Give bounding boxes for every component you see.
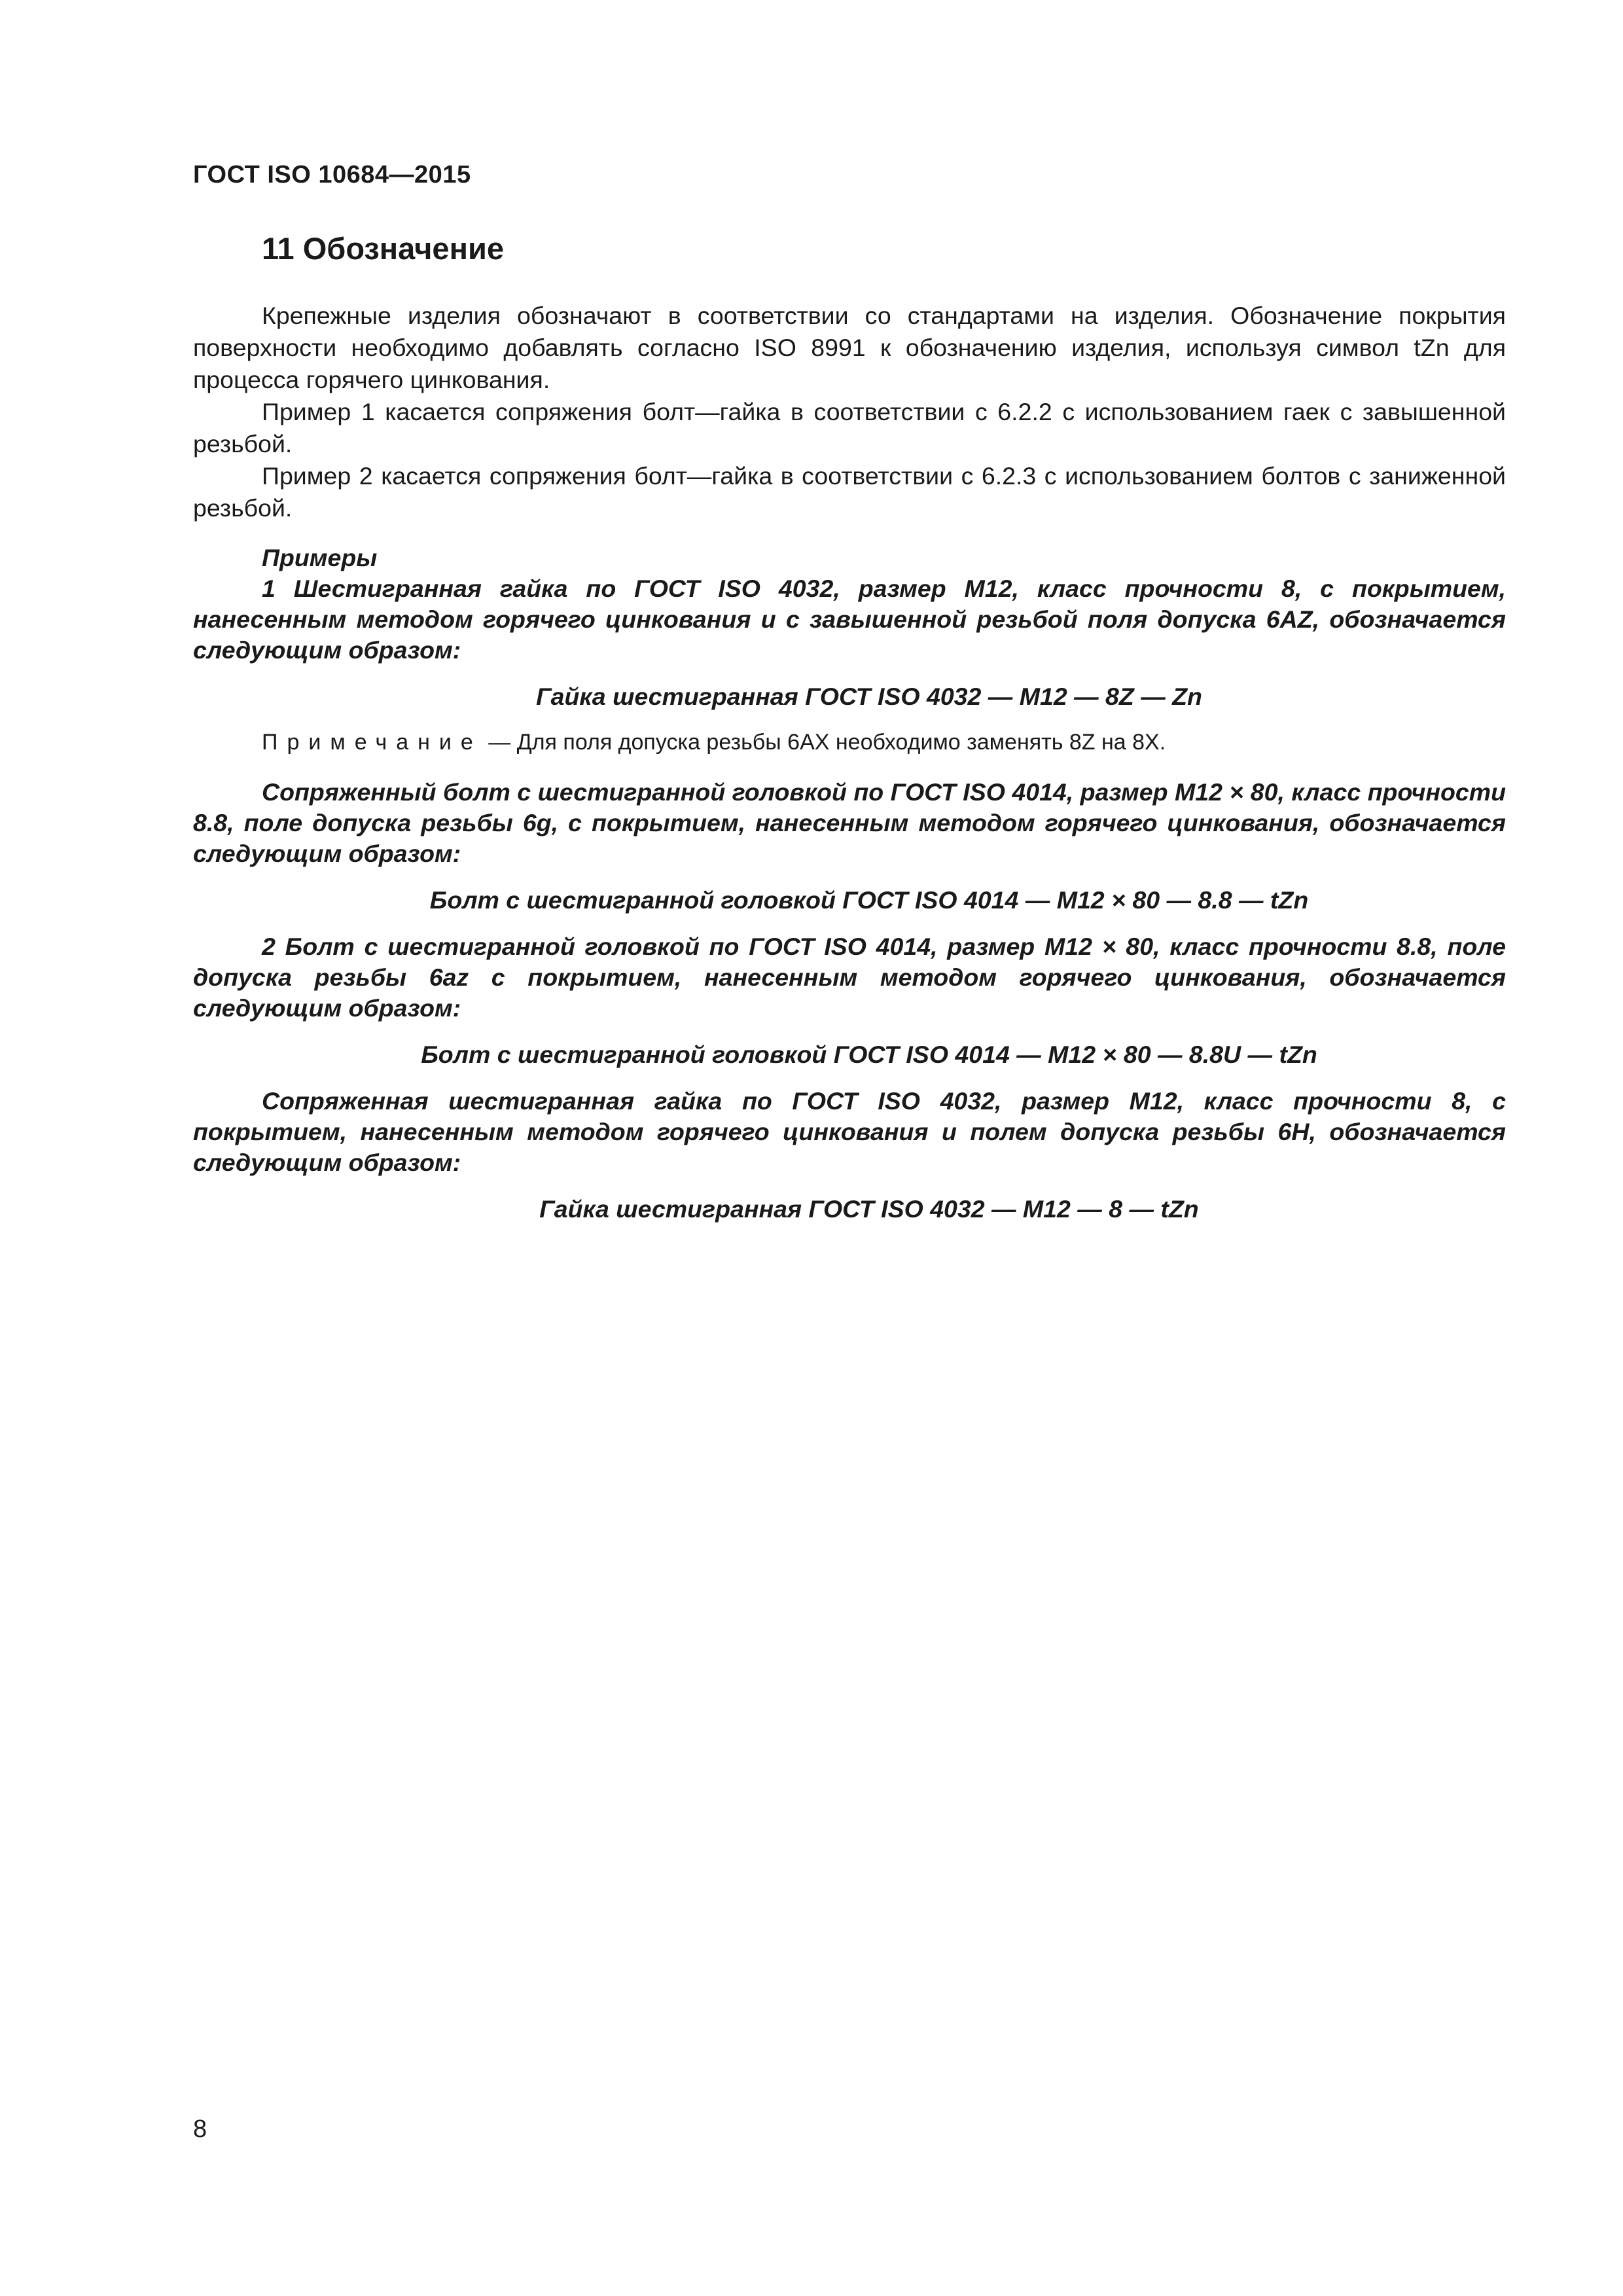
example1-description: Пример 1 касается сопряжения болт—гайка в соответствии с 6.2.2 с использованием гаек с завышенной резьбой. <box>193 398 1506 457</box>
note <box>193 728 1506 757</box>
example2-designation: Болт с шестигранной головкой ГОСТ ISO 4014 — M12 × 80 — 8.8U — tZn <box>421 1041 1317 1068</box>
note-text: — Для поля допуска резьбы 6AX необходимо заменять 8Z на 8X. <box>482 730 1166 755</box>
mating-nut-text: Сопряженная шестигранная гайка по ГОСТ ISO 4032, размер M12, класс прочности 8, с покрытием, нанесенным методом горячего цинкования и полем допуска резьбы 6H, обозначается следующим образом: <box>193 1087 1506 1176</box>
mating-nut-designation: Гайка шестигранная ГОСТ ISO 4032 — M12 — 8 — tZn <box>539 1195 1199 1223</box>
document-body <box>193 300 1506 1240</box>
section-title: 11 Обозначение <box>262 231 504 266</box>
document-header: ГОСТ ISO 10684—2015 <box>193 161 471 188</box>
mating-bolt-designation: Болт с шестигранной головкой ГОСТ ISO 4014 — M12 × 80 — 8.8 — tZn <box>429 886 1309 914</box>
example2-description: Пример 2 касается сопряжения болт—гайка в соответствии с 6.2.3 с использованием болтов с заниженной резьбой. <box>193 462 1506 522</box>
intro-paragraph: Крепежные изделия обозначают в соответствии со стандартами на изделия. Обозначение покрытия поверхности необходимо добавлять согласно ISO 8991 к обозначению изделия, используя символ tZn для процесса горячего цинкования. <box>193 302 1506 393</box>
example1-designation: Гайка шестигранная ГОСТ ISO 4032 — M12 — 8Z — Zn <box>536 683 1202 710</box>
examples-heading: Примеры <box>262 544 378 571</box>
mating-bolt-text: Сопряженный болт с шестигранной головкой по ГОСТ ISO 4014, размер M12 × 80, класс прочности 8.8, поле допуска резьбы 6g, с покрытием, нанесенным методом горячего цинкования, обозначается следующим образом: <box>193 778 1506 867</box>
example1-text: 1 Шестигранная гайка по ГОСТ ISO 4032, размер M12, класс прочности 8, с покрытием, нанесенным методом горячего цинкования и с завышенной резьбой поля допуска 6AZ, обозначается следующим образом: <box>193 575 1506 664</box>
note-label: Примечание <box>262 730 482 755</box>
example2-text: 2 Болт с шестигранной головкой по ГОСТ ISO 4014, размер M12 × 80, класс прочности 8.8, поле допуска резьбы 6az с покрытием, нанесенным методом горячего цинкования, обозначается следующим образом: <box>193 933 1506 1022</box>
page-number: 8 <box>193 2115 207 2143</box>
